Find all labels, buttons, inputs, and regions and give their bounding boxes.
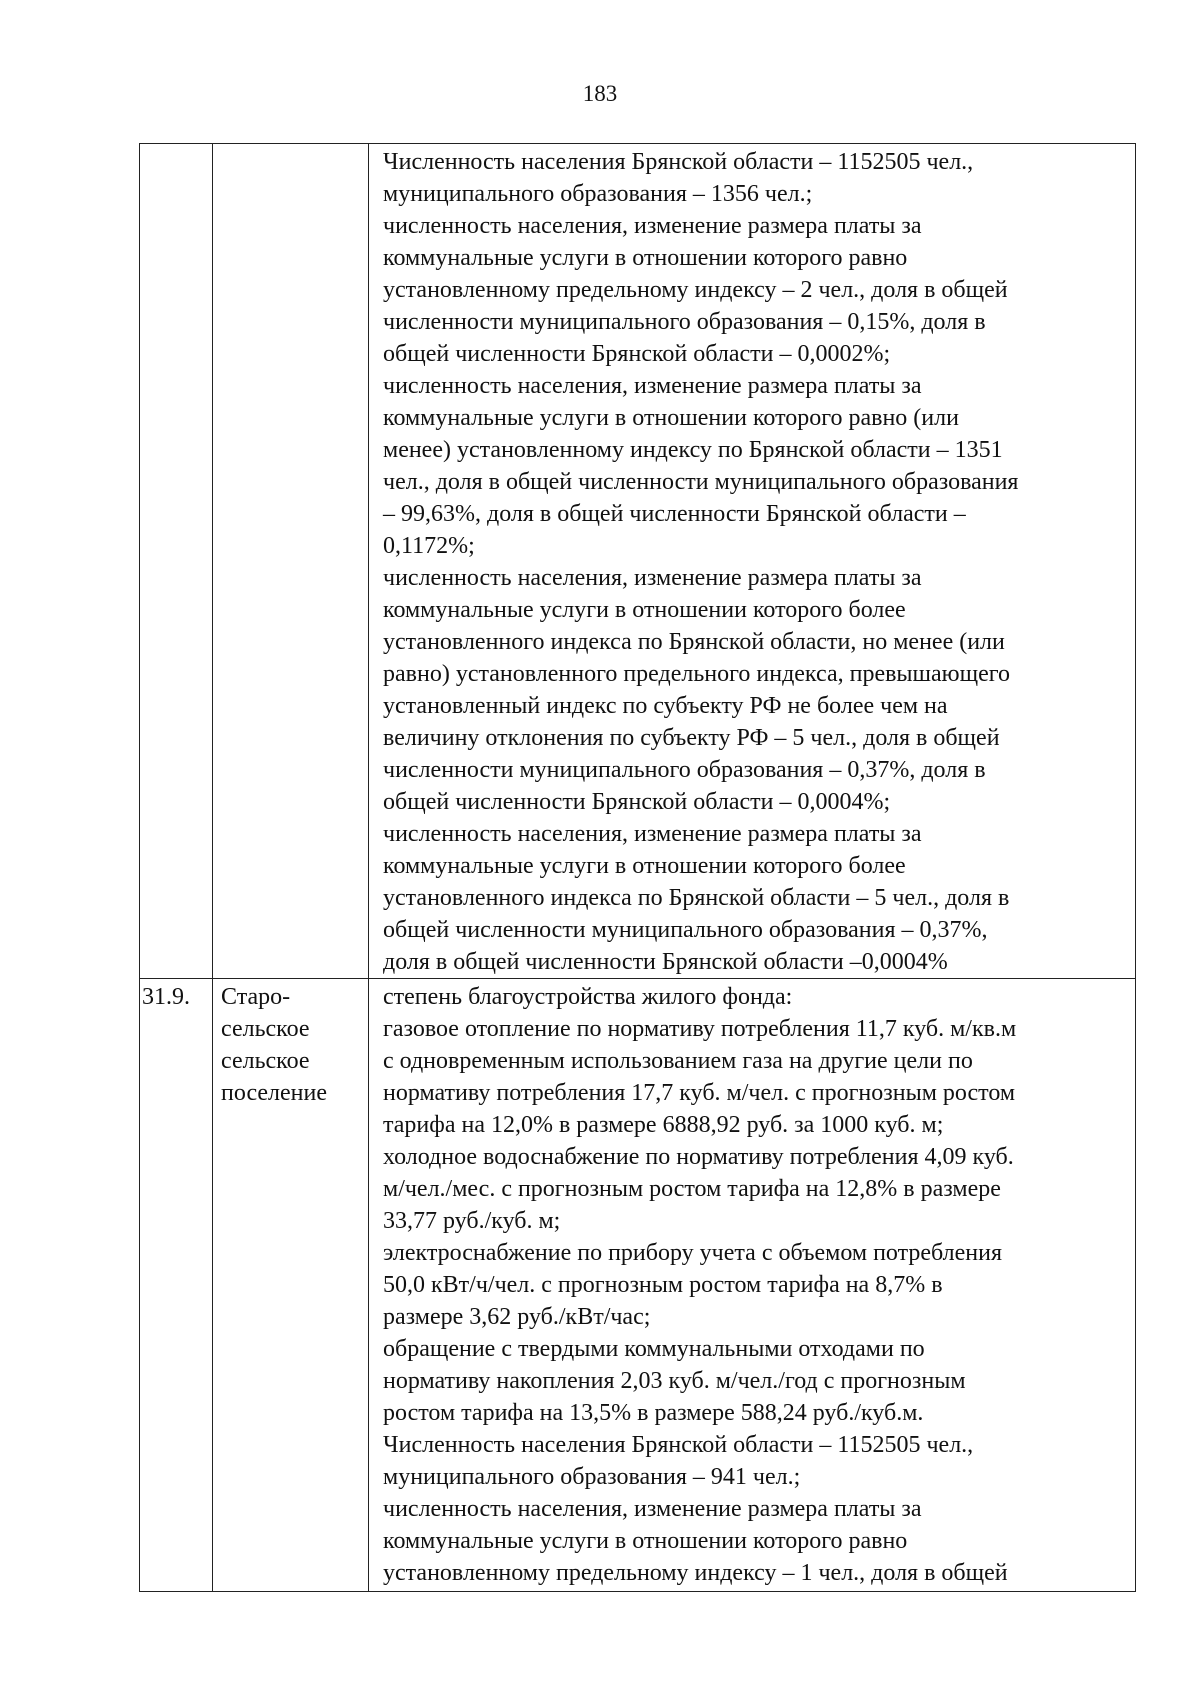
content-line: численность населения, изменение размера платы за — [383, 821, 922, 847]
settlement-name-cell — [213, 979, 369, 1592]
content-line: обращение с твердыми коммунальными отходами по — [383, 1336, 925, 1362]
content-line: установленному предельному индексу – 2 чел., доля в общей — [383, 277, 1008, 303]
settlement-name-line: сельское — [221, 1048, 310, 1074]
content-line: 0,1172%; — [383, 533, 475, 559]
settlement-name-line: поселение — [221, 1080, 328, 1106]
content-line: электроснабжение по прибору учета с объемом потребления — [383, 1240, 1002, 1266]
content-line: общей численности муниципального образования – 0,37%, — [383, 917, 988, 943]
content-line: Численность населения Брянской области – 1152505 чел., — [383, 1432, 974, 1458]
settlement-name-line: Старо- — [221, 984, 291, 1010]
settlement-name-cell — [213, 144, 369, 979]
content-line: размере 3,62 руб./кВт/час; — [383, 1304, 651, 1330]
row-content-cell — [369, 144, 1136, 979]
content-line: 50,0 кВт/ч/чел. с прогнозным ростом тарифа на 8,7% в — [383, 1272, 943, 1298]
content-line: численность населения, изменение размера платы за — [383, 213, 922, 239]
content-line: с одновременным использованием газа на другие цели по — [383, 1048, 973, 1074]
row-number-cell: 31.9. — [140, 979, 213, 1592]
table-row — [140, 979, 1136, 1592]
content-line: нормативу потребления 17,7 куб. м/чел. с прогнозным ростом — [383, 1080, 1016, 1106]
content-line: установленного индекса по Брянской области – 5 чел., доля в — [383, 885, 1010, 911]
content-line: коммунальные услуги в отношении которого более — [383, 597, 906, 623]
content-line: менее) установленному индексу по Брянской области – 1351 — [383, 437, 1003, 463]
content-line: м/чел./мес. с прогнозным ростом тарифа на 12,8% в размере — [383, 1176, 1001, 1202]
content-line: тарифа на 12,0% в размере 6888,92 руб. за 1000 куб. м; — [383, 1112, 944, 1138]
content-line: степень благоустройства жилого фонда: — [383, 984, 793, 1010]
content-line: холодное водоснабжение по нормативу потребления 4,09 куб. — [383, 1144, 1014, 1170]
row-content-cell — [369, 979, 1136, 1592]
content-line: общей численности Брянской области – 0,0004%; — [383, 789, 891, 815]
row-number-cell — [140, 144, 213, 979]
content-line: чел., доля в общей численности муниципального образования — [383, 469, 1019, 495]
content-line: 33,77 руб./куб. м; — [383, 1208, 561, 1234]
content-line: установленный индекс по субъекту РФ не более чем на — [383, 693, 948, 719]
content-line: коммунальные услуги в отношении которого равно (или — [383, 405, 959, 431]
content-line: численность населения, изменение размера платы за — [383, 565, 922, 591]
content-line: коммунальные услуги в отношении которого равно — [383, 1528, 908, 1554]
content-line: Численность населения Брянской области – 1152505 чел., — [383, 149, 974, 175]
content-line: установленного индекса по Брянской области, но менее (или — [383, 629, 1005, 655]
content-line: численности муниципального образования – 0,37%, доля в — [383, 757, 986, 783]
table-row — [140, 144, 1136, 979]
content-line: коммунальные услуги в отношении которого более — [383, 853, 906, 879]
content-line: муниципального образования – 941 чел.; — [383, 1464, 801, 1490]
content-line: ростом тарифа на 13,5% в размере 588,24 руб./куб.м. — [383, 1400, 924, 1426]
content-line: нормативу накопления 2,03 куб. м/чел./год с прогнозным — [383, 1368, 966, 1394]
content-line: численность населения, изменение размера платы за — [383, 373, 922, 399]
document-table — [139, 143, 1136, 1592]
content-line: величину отклонения по субъекту РФ – 5 чел., доля в общей — [383, 725, 1000, 751]
content-line: – 99,63%, доля в общей численности Брянской области – — [383, 501, 966, 527]
content-line: газовое отопление по нормативу потребления 11,7 куб. м/кв.м — [383, 1016, 1017, 1042]
page-number: 183 — [582, 81, 618, 106]
content-line: численности муниципального образования – 0,15%, доля в — [383, 309, 986, 335]
content-line: численность населения, изменение размера платы за — [383, 1496, 922, 1522]
content-line: муниципального образования – 1356 чел.; — [383, 181, 813, 207]
content-line: установленному предельному индексу – 1 чел., доля в общей — [383, 1560, 1008, 1586]
content-line: равно) установленного предельного индекса, превышающего — [383, 661, 1010, 687]
settlement-name-line: сельское — [221, 1016, 310, 1042]
content-line: общей численности Брянской области – 0,0002%; — [383, 341, 891, 367]
content-line: коммунальные услуги в отношении которого равно — [383, 245, 908, 271]
content-line: доля в общей численности Брянской области –0,0004% — [383, 949, 948, 975]
